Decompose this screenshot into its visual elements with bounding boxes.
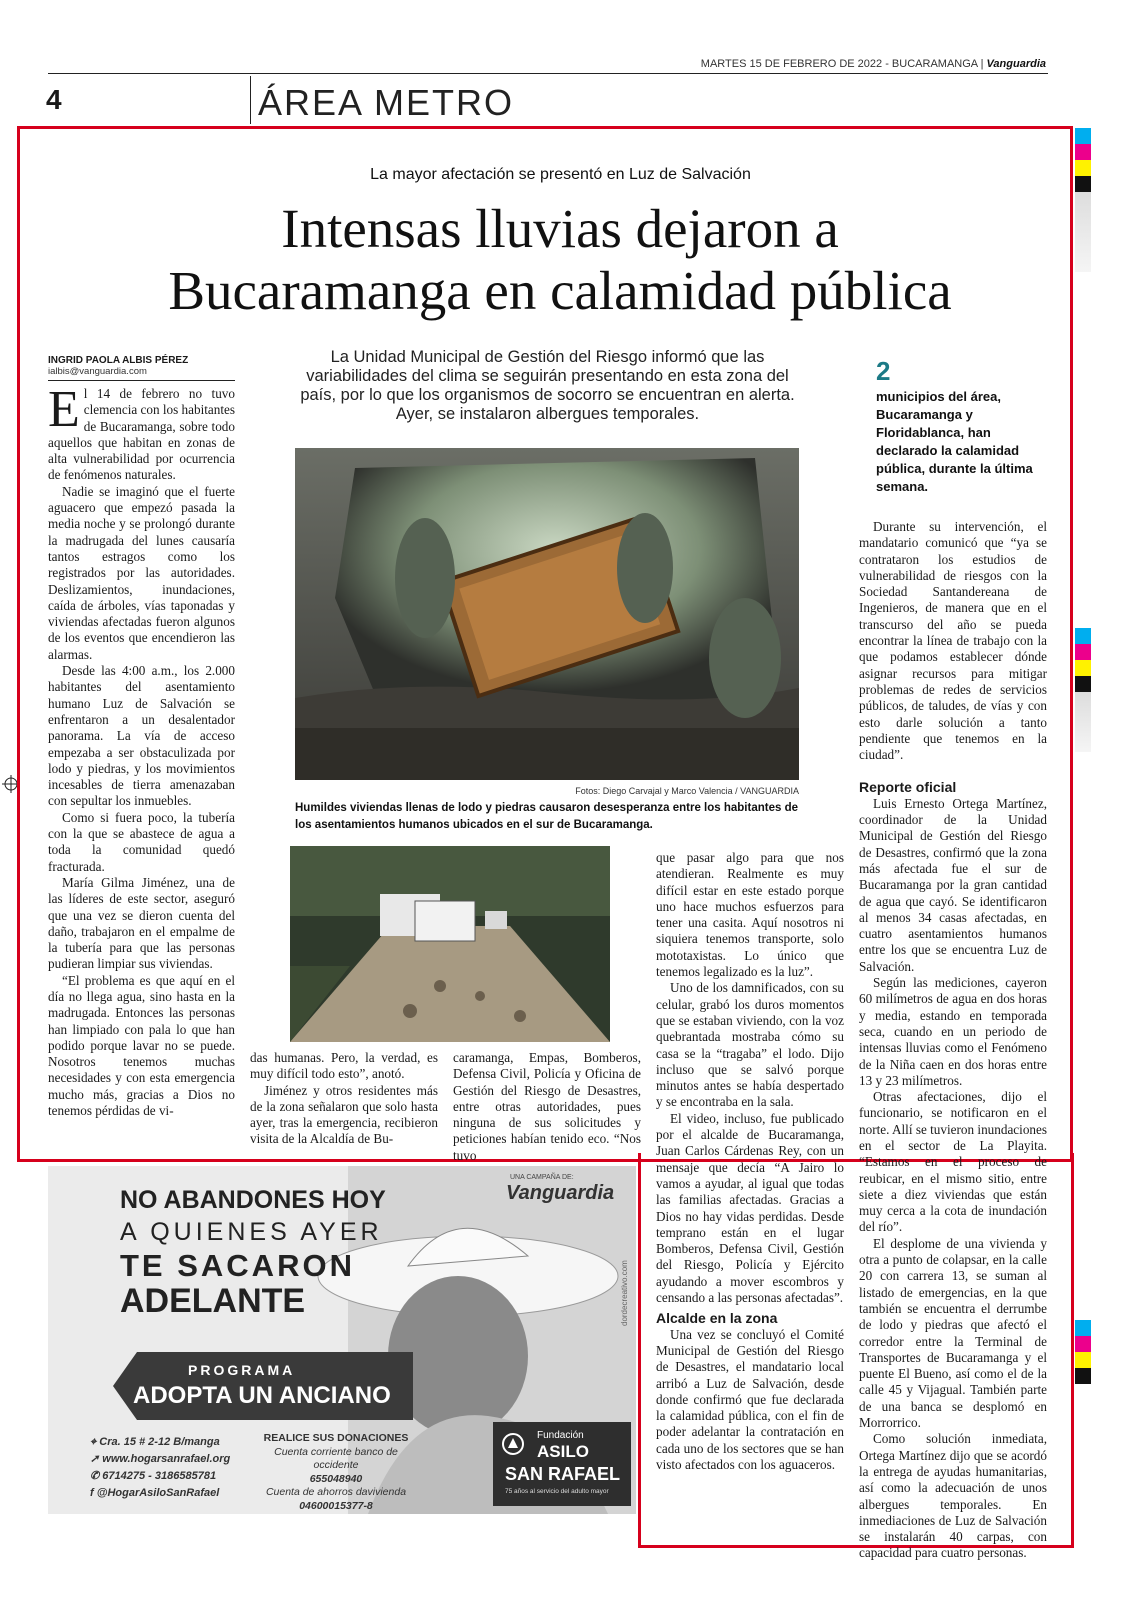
- color-bar-top: [1075, 128, 1091, 272]
- bank-1: Cuenta corriente banco de occidente: [274, 1445, 398, 1471]
- lead-paragraph: La Unidad Municipal de Gestión del Riesgo informó que las variabilidades del clima se seguirán presentando en esta zona del país, por lo que los organismos de socorro se encuentran en alerta. Ayer, se instalaron albergues temporales.: [300, 348, 795, 423]
- phone-line: ✆ 6714275 - 3186585781: [90, 1470, 217, 1482]
- subhead-reporte: Reporte oficial: [859, 779, 957, 796]
- subhead-alcalde: Alcalde en la zona: [656, 1310, 778, 1327]
- headline-line-2: Bucaramanga en calamidad pública: [168, 260, 952, 321]
- fact-number: 2: [876, 356, 891, 386]
- dateline: MARTES 15 DE FEBRERO DE 2022 - BUCARAMANGA | Vanguardia: [700, 58, 1046, 70]
- ad-contact: [90, 1434, 230, 1502]
- article-column-4: [656, 850, 844, 1540]
- address-line: ⌖ Cra. 15 # 2-12 B/manga: [90, 1436, 220, 1448]
- paragraph: Otras afectaciones, dijo el funcionario, se notificaron en el norte. Allí se tuvieron inundaciones en el sector de La Playita. “Estamos en el proceso de reubicar, en el mismo sitio, entre siete a diez viviendas que están muy cerca a la cota de inundación del río”.: [859, 1089, 1047, 1235]
- phone-icon: ✆: [90, 1470, 100, 1482]
- donations-title: REALICE SUS DONACIONES: [263, 1432, 409, 1444]
- social-line[interactable]: f @HogarAsiloSanRafael: [90, 1487, 220, 1499]
- ad-headline-2: A QUIENES AYER: [120, 1218, 383, 1246]
- paragraph: Según las mediciones, cayeron 60 milímetros de agua en dos horas y media, estando en temporada seca, cuando en un periodo de intensas lluvias como el Fenómeno de la Niña caen en dos horas entre 13 y 23 milímetros.: [859, 975, 1047, 1088]
- paragraph: El desplome de una vivienda y otra a punto de colapsar, en la calle 20 con carrera 13, se suman al listado de emergencias, en la que también se encuentra el derrumbe de lodo y piedras que afectó el corredor entre la Terminal de Transportes de Bucaramanga y el puente El Bueno, así como el de la calle 45 y Vijagual. También parte de una banca se desplomó en Morrorrico.: [859, 1235, 1047, 1431]
- headline: [70, 198, 1050, 322]
- paragraph: Desde las 4:00 a.m., los 2.000 habitantes del asentamiento humano Luz de Salvación se enfrentaron a un desalentador panorama. La vía de acceso empezaba a ser obstaculizada por lodo y piedras, y los movimientos incesables de tierra amenazaban con sepultar los inmuebles.: [48, 663, 235, 809]
- section-divider: [250, 76, 251, 124]
- article-column-1: [48, 381, 235, 1148]
- kicker: La mayor afectación se presentó en Luz de Salvación: [370, 166, 751, 183]
- fact-text: municipios del área, Bucaramanga y Floridablanca, han declarado la calamidad pública, durante la última semana.: [876, 389, 1033, 494]
- article-column-3: [453, 1050, 641, 1163]
- drop-cap: E: [48, 381, 80, 438]
- color-bar-middle: [1075, 628, 1091, 752]
- ad-headline-3: TE SACARON: [120, 1248, 355, 1283]
- program-name: ADOPTA UN ANCIANO: [133, 1382, 391, 1409]
- paragraph: Como si fuera poco, la tubería con la que se abastece de agua a toda la comunidad quedó fracturada.: [48, 809, 235, 874]
- account-2: 04600015377-8: [299, 1499, 373, 1512]
- ad-headline-1: NO ABANDONES HOY: [120, 1186, 386, 1214]
- page-number: 4: [46, 84, 62, 115]
- first-paragraph: El 14 de febrero no tuvo clemencia con los habitantes de Bucaramanga, sobre todo aquellos que habitan en zonas de alta vulnerabilidad por ocurrencia de fenómenos naturales.: [48, 381, 235, 483]
- facebook-icon: f: [90, 1487, 94, 1499]
- author-name: INGRID PAOLA ALBIS PÉREZ: [48, 355, 189, 366]
- headline-line-1: Intensas lluvias dejaron a: [281, 198, 839, 259]
- photo-caption: Humildes viviendas llenas de lodo y piedras causaron desesperanza entre los habitantes de los asentamientos humanos ubicados en el sur de Bucaramanga.: [295, 802, 798, 831]
- paragraph: Jiménez y otros residentes más de la zona señalaron que solo hasta ayer, tras la emergencia, recibieron visita de la Alcaldía de Bu-: [250, 1082, 438, 1147]
- paragraph: das humanas. Pero, la verdad, es muy difícil todo esto”, anotó.: [250, 1050, 438, 1082]
- ad-side-credit: dordecreativo.com: [620, 1260, 629, 1326]
- color-bar-bottom: [1075, 1320, 1091, 1384]
- author-email[interactable]: ialbis@vanguardia.com: [48, 366, 147, 377]
- masthead-brand: Vanguardia: [986, 58, 1046, 70]
- donations-block: [256, 1432, 416, 1513]
- website-line[interactable]: ➚ www.hogarsanrafael.org: [90, 1453, 231, 1465]
- program-label: PROGRAMA: [188, 1362, 296, 1378]
- top-rule: [48, 73, 1048, 74]
- main-photo: [295, 448, 799, 780]
- ad-headline-4: ADELANTE: [120, 1282, 306, 1320]
- article-column-5: [859, 519, 1047, 1561]
- ad-brand: Vanguardia: [506, 1182, 615, 1204]
- ad-campaign-label: UNA CAMPAÑA DE:: [510, 1174, 574, 1181]
- location-icon: ⌖: [90, 1436, 97, 1448]
- section-title: ÁREA METRO: [258, 82, 515, 123]
- paragraph: que pasar algo para que nos atendieran. Realmente es muy difícil estar en este estado porque uno hace muchos esfuerzos para tener una casita. Aquí nosotros ni siquiera tenemos transporte, solo mototaxistas. Lo único que tenemos legalizado es la luz”.: [656, 850, 844, 980]
- paragraph: Durante su intervención, el mandatario comunicó que “ya se contrataron los estudios de vulnerabilidad de riesgos con la Sociedad Santandereana de Ingenieros, de manera que en el transcurso del año se pueda encontrar la línea de trabajo con la que podamos establecer dónde asignar recursos para mitigar problemas de redes de servicios públicos, de taludes, de vías y con esto darle solución a tanto pendiente que tenemos en la ciudad”.: [859, 519, 1047, 763]
- paragraph: Una vez se concluyó el Comité Municipal de Gestión del Riesgo de Desastres, el mandatario local arribó a Luz de Salvación, desde donde confirmó que fue declarada la calamidad pública, con el fin de poder adelantar la contratación en cada uno de los sectores que se han visto afectados con los aguaceros.: [656, 1326, 844, 1472]
- foundation-emblem-icon: [501, 1432, 525, 1456]
- bank-2: Cuenta de ahorros davivienda: [265, 1486, 407, 1498]
- secondary-photo: [290, 846, 610, 1042]
- paragraph: Uno de los damnificados, con su celular, grabó los duros momentos que se estaban viviendo, con la voz quebrantada mostraba cómo su casa se la “tragaba” el lodo. Dijo incluso que se salvó porque minutos antes se había despertado y se encontraba en la sala.: [656, 980, 844, 1110]
- paragraph: caramanga, Empas, Bomberos, Defensa Civil, Policía y Oficina de Gestión del Riesgo de Desastres, entre otras autoridades, pues ninguna de sus solicitudes y peticiones habían tenido eco. “Nos tuvo: [453, 1050, 641, 1163]
- paragraph: Luis Ernesto Ortega Martínez, coordinador de la Unidad Municipal de Gestión del Riesgo de Desastres, confirmó que la zona más afectada fue el sur de Bucaramanga por la gran cantidad de agua que cayó. Se identificaron al menos 34 casas afectadas, en cuatro asentamientos humanos entre los que se encuentra Luz de Salvación.: [859, 795, 1047, 974]
- paragraph: “El problema es que aquí en el día no llega agua, sino hasta en la madrugada. Entonces las personas han limpiado con pala lo que han podido porque lavar no se puede. Nosotros tenemos muchas necesidades y con esta emergencia mucho más, gracias a Dios no tenemos pérdidas de vi-: [48, 972, 235, 1119]
- paragraph: María Gilma Jiménez, una de las líderes de este sector, aseguró que una vez se dieron cuenta del daño, trabajaron en el empalme de la tubería para que las personas pudieran limpiar sus viviendas.: [48, 874, 235, 972]
- paragraph: El video, incluso, fue publicado por el alcalde de Bucaramanga, Juan Carlos Cárdenas Rey, con un mensaje que decía “A Jairo lo vamos a ayudar, al igual que todas las familias afectadas. Gracias a Dios no hay vidas perdidas. Desde temprano están en el lugar Bomberos, Defensa Civil, Gestión del Riesgo, Policía y Ejército ayudando a mover escombros y censando a las personas afectadas”.: [656, 1110, 844, 1306]
- advertisement[interactable]: [48, 1166, 636, 1514]
- photo-credit: Fotos: Diego Carvajal y Marco Valencia / VANGUARDIA: [575, 786, 799, 796]
- paragraph: Como solución inmediata, Ortega Martínez dijo que se acordó la entrega de ayudas humanitarias, así como la adecuación de unos albergues temporales. En inmediaciones de Luz de Salvación se instalarán 40 carpas, con capacidad para cuatro personas.: [859, 1431, 1047, 1561]
- article-column-2: [250, 1050, 438, 1150]
- foundation-logo: Fundación ASILO SAN RAFAEL 75 años al servicio del adulto mayor: [493, 1422, 631, 1506]
- paragraph: Nadie se imaginó que el fuerte aguacero que empezó pasada la media noche y se prolongó durante la madrugada del lunes causaría tantos estragos como los registrados por las autoridades. Deslizamientos, inundaciones, caída de árboles, vías taponadas y viviendas afectadas fueron algunos de los eventos que encendieron las alarmas.: [48, 483, 235, 662]
- pointer-icon: ➚: [90, 1453, 100, 1465]
- account-1: 655048940: [309, 1472, 363, 1485]
